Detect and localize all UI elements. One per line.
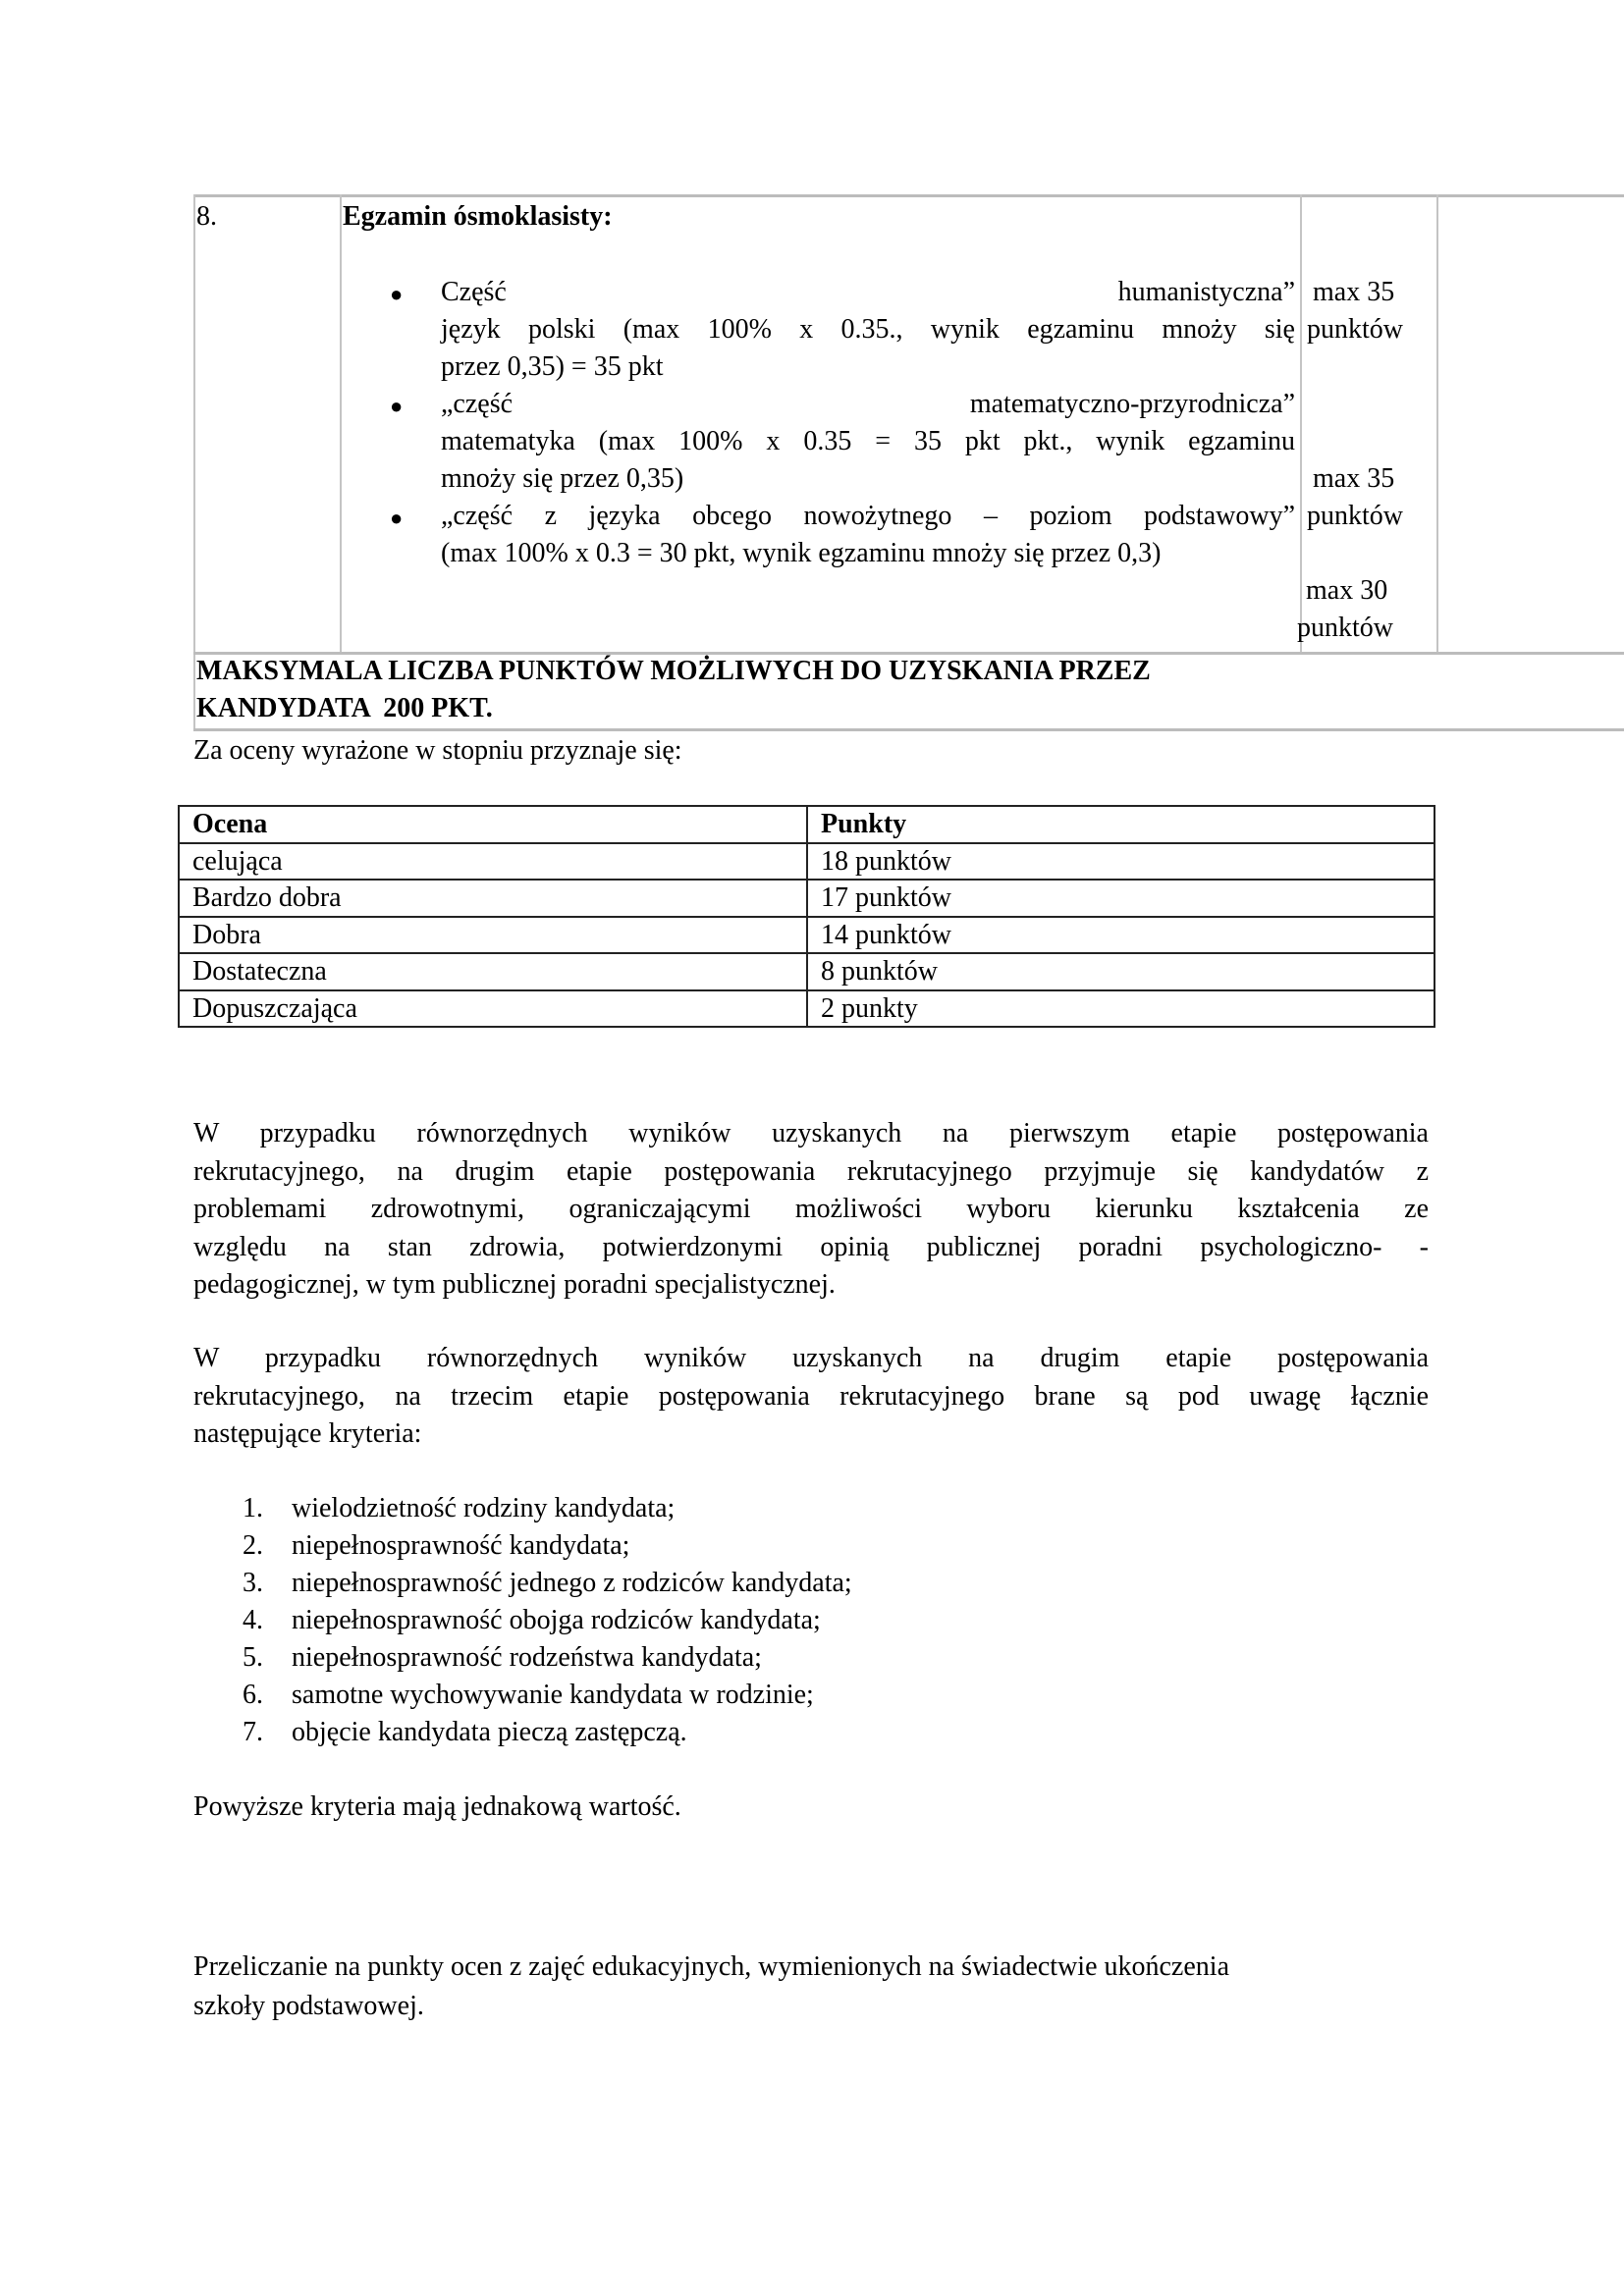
exam-item-1-max: max 35 (1313, 277, 1395, 307)
exam-table (193, 194, 1624, 731)
list-text: objęcie kandydata pieczą zastępczą. (292, 1717, 687, 1747)
points-cell: 17 punktów (807, 880, 1435, 917)
points-cell: 8 punktów (807, 953, 1435, 990)
bullet-icon: ● (390, 394, 404, 418)
paragraph-line: następujące kryteria: (193, 1418, 422, 1449)
list-item (193, 1639, 852, 1677)
grade-cell: Dostateczna (179, 953, 807, 990)
list-item (193, 1677, 852, 1714)
exam-item-1-max-unit: punktów (1307, 314, 1403, 345)
exam-item-2-max-unit: punktów (1307, 501, 1403, 531)
table-row (179, 917, 1435, 954)
criteria-note: Powyższe kryteria mają jednakową wartość. (193, 1791, 681, 1822)
list-item (193, 1565, 852, 1602)
list-number: 6. (243, 1680, 263, 1710)
list-item (193, 1714, 852, 1751)
table-border-left (193, 194, 195, 731)
exam-item-1-line-1: Część humanistyczna” (441, 277, 1295, 307)
closing-line-2: szkoły podstawowej. (193, 1991, 424, 2021)
list-number: 3. (243, 1568, 263, 1598)
paragraph-equal-results-second-stage (193, 1340, 1429, 1454)
exam-item-1-line-3: przez 0,35) = 35 pkt (441, 351, 664, 382)
max-points-summary-line-1: MAKSYMALA LICZBA PUNKTÓW MOŻLIWYCH DO UZYSKANIA PRZEZ (196, 656, 1151, 686)
paragraph-equal-results-first-stage (193, 1115, 1429, 1305)
max-points-summary-line-2: KANDYDATA 200 PKT. (196, 693, 493, 723)
exam-item-3-line-2: (max 100% x 0.3 = 30 pkt, wynik egzaminu mnoży się przez 0,3) (441, 538, 1162, 568)
paragraph-line: pedagogicznej, w tym publicznej poradni specjalistycznej. (193, 1269, 836, 1300)
table-border-top (193, 194, 1624, 197)
list-text: niepełnosprawność jednego z rodziców kandydata; (292, 1568, 852, 1598)
paragraph-line: problemami zdrowotnymi, ograniczającymi możliwości wyboru kierunku kształcenia ze (193, 1194, 1429, 1224)
criteria-list (193, 1490, 852, 1751)
list-text: samotne wychowywanie kandydata w rodzinie; (292, 1680, 814, 1710)
grade-cell: Dobra (179, 917, 807, 954)
paragraph-line: W przypadku równorzędnych wyników uzyskanych na drugim etapie postępowania (193, 1343, 1429, 1373)
grade-cell: Dopuszczająca (179, 990, 807, 1028)
closing-line-1: Przeliczanie na punkty ocen z zajęć edukacyjnych, wymienionych na świadectwie ukończenia (193, 1951, 1229, 1982)
table-header-row (179, 806, 1435, 843)
points-cell: 14 punktów (807, 917, 1435, 954)
column-divider (1300, 194, 1302, 653)
list-item (193, 1490, 852, 1527)
exam-item-2-max: max 35 (1313, 463, 1395, 494)
exam-item-3-max: max 30 (1306, 575, 1388, 606)
header-cell-points: Punkty (807, 806, 1435, 843)
column-divider (1436, 194, 1438, 653)
bullet-icon: ● (390, 282, 404, 306)
paragraph-line: rekrutacyjnego, na drugim etapie postępowania rekrutacyjnego przyjmuje się kandydatów z (193, 1155, 1429, 1187)
exam-item-1-line-2: język polski (max 100% x 0.35., wynik egzaminu mnoży się (441, 314, 1295, 345)
exam-title: Egzamin ósmoklasisty: (343, 201, 613, 232)
table-row (179, 843, 1435, 881)
row-number: 8. (196, 201, 217, 232)
list-text: niepełnosprawność obojga rodziców kandydata; (292, 1605, 821, 1635)
exam-item-2-line-1: „część matematyczno-przyrodnicza” (441, 389, 1295, 419)
table-row (179, 990, 1435, 1028)
list-item (193, 1527, 852, 1565)
exam-item-3-max-unit: punktów (1297, 613, 1393, 643)
points-cell: 2 punkty (807, 990, 1435, 1028)
list-number: 4. (243, 1605, 263, 1635)
list-number: 5. (243, 1642, 263, 1673)
list-number: 7. (243, 1717, 263, 1747)
list-item (193, 1602, 852, 1639)
bullet-icon: ● (390, 506, 404, 530)
paragraph-line: względu na stan zdrowia, potwierdzonymi opinią publicznej poradni psychologiczno- - (193, 1231, 1429, 1262)
grades-intro: Za oceny wyrażone w stopniu przyznaje się: (193, 735, 682, 766)
header-cell-grade: Ocena (179, 806, 807, 843)
grade-cell: celująca (179, 843, 807, 881)
exam-item-2-line-2: matematyka (max 100% x 0.35 = 35 pkt pkt., wynik egzaminu (441, 426, 1295, 456)
points-cell: 18 punktów (807, 843, 1435, 881)
list-text: niepełnosprawność rodzeństwa kandydata; (292, 1642, 762, 1673)
exam-item-3-line-1: „część z języka obcego nowożytnego – poziom podstawowy” (441, 501, 1295, 531)
list-number: 1. (243, 1493, 263, 1523)
grade-cell: Bardzo dobra (179, 880, 807, 917)
paragraph-line: rekrutacyjnego, na trzecim etapie postępowania rekrutacyjnego brane są pod uwagę łącznie (193, 1380, 1429, 1412)
paragraph-line: W przypadku równorzędnych wyników uzyskanych na pierwszym etapie postępowania (193, 1118, 1429, 1148)
grades-table (178, 805, 1435, 1028)
table-border-bottom (193, 728, 1624, 731)
list-text: wielodzietność rodziny kandydata; (292, 1493, 676, 1523)
list-text: niepełnosprawność kandydata; (292, 1530, 630, 1561)
column-divider (340, 194, 342, 653)
table-row (179, 880, 1435, 917)
list-number: 2. (243, 1530, 263, 1561)
exam-item-2-line-3: mnoży się przez 0,35) (441, 463, 684, 494)
table-row (179, 953, 1435, 990)
